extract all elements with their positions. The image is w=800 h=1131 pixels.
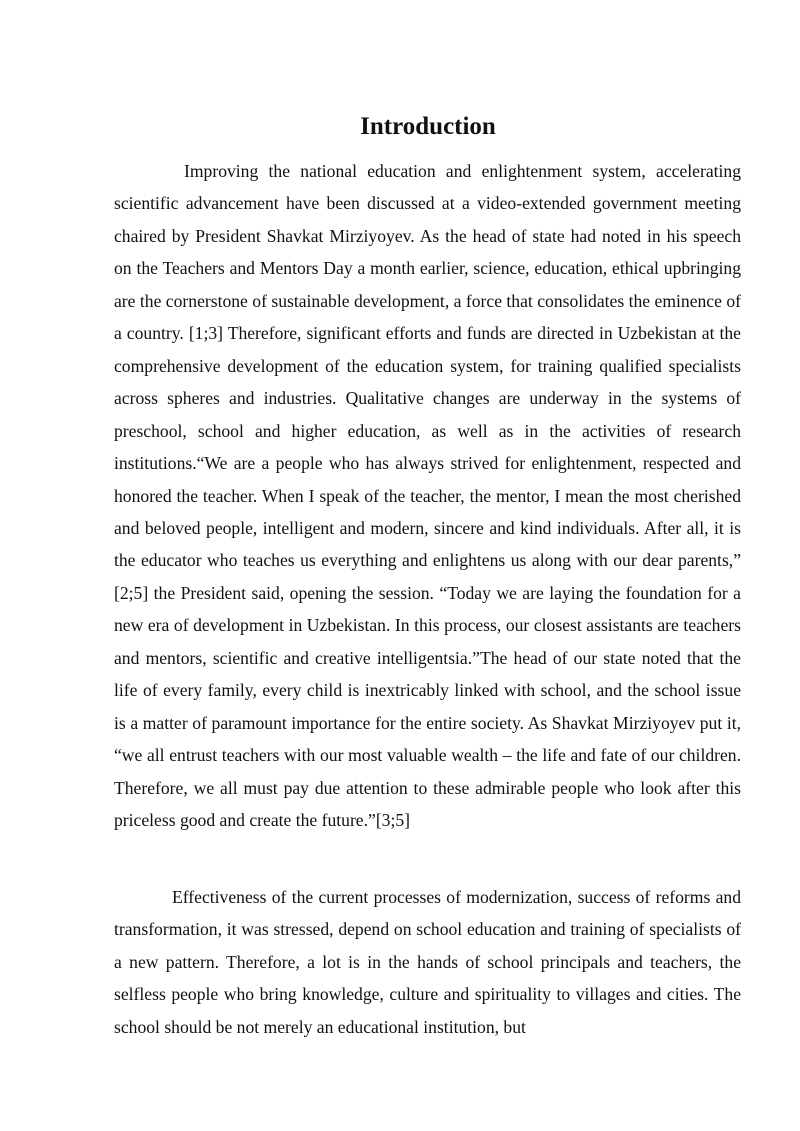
paragraph-1: Improving the national education and enlightenment system, accelerating scientific advancement have been discussed at a video-extended government meeting chaired by President Shavkat Mirziyoyev. As the head of state had noted in his speech on the Teachers and Mentors Day a month earlier, science, education, ethical upbringing are the cornerstone of sustainable development, a force that consolidates the eminence of a country. [1;3] Therefore, significant efforts and funds are directed in Uzbekistan at the comprehensive development of the education system, for training qualified specialists across spheres and industries. Qualitative changes are underway in the systems of preschool, school and higher education, as well as in the activities of research institutions.“We are a people who has always strived for enlightenment, respected and honored the teacher. When I speak of the teacher, the mentor, I mean the most cherished and beloved people, intelligent and modern, sincere and kind individuals. After all, it is the educator who teaches us everything and enlightens us along with our dear parents,” [2;5] the President said, opening the session. “Today we are laying the foundation for a new era of development in Uzbekistan. In this process, our closest assistants are teachers and mentors, scientific and creative intelligentsia.”The head of our state noted that the life of every family, every child is inextricably linked with school, and the school issue is a matter of paramount importance for the entire society. As Shavkat Mirziyoyev put it, “we all entrust teachers with our most valuable wealth – the life and fate of our children. Therefore, we all must pay due attention to these admirable people who look after this priceless good and create the future.”[3;5] (114, 161, 741, 831)
page-title: Introduction (360, 113, 496, 140)
paragraph-2: Effectiveness of the current processes of modernization, success of reforms and transformation, it was stressed, depend on school education and training of specialists of a new pattern. Therefore, a lot is in the hands of school principals and teachers, the selfless people who bring knowledge, culture and spirituality to villages and cities. The school should be not merely an educational institution, but (114, 887, 741, 1037)
